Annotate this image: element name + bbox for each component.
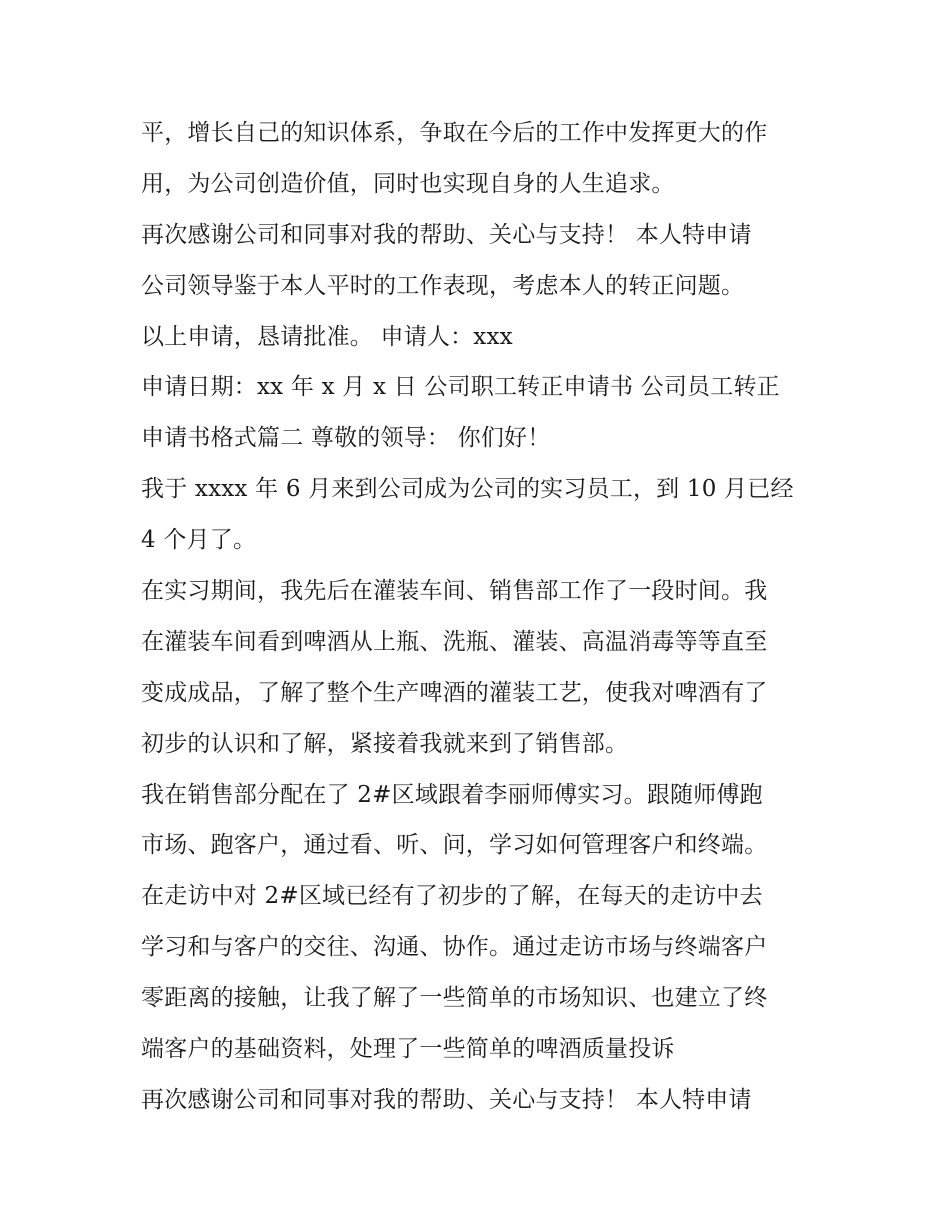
text-line: 平，增长自己的知识体系，争取在今后的工作中发挥更大的作 — [141, 120, 768, 146]
text-line: 我在销售部分配在了 2#区域跟着李丽师傅实习。跟随师傅跑 — [141, 781, 763, 808]
text-line: 初步的认识和了解，紧接着我就来到了销售部。 — [141, 730, 629, 757]
text-line: 变成成品，了解了整个生产啤酒的灌装工艺，使我对啤酒有了 — [141, 679, 768, 706]
text-line: 4 个月了。 — [141, 527, 257, 554]
text-line: 申请日期：xx 年 x 月 x 日 公司职工转正申请书 公司员工转正 — [141, 374, 780, 401]
text-line: 市场、跑客户，通过看、听、问，学习如何管理客户和终端。 — [141, 832, 768, 859]
text-line: 学习和与客户的交往、沟通、协作。通过走访市场与终端客户 — [141, 934, 768, 961]
text-line: 我于 xxxx 年 6 月来到公司成为公司的实习员工，到 10 月已经 — [141, 476, 794, 503]
text-line: 在灌装车间看到啤酒从上瓶、洗瓶、灌装、高温消毒等等直至 — [141, 628, 768, 655]
text-line: 再次感谢公司和同事对我的帮助、关心与支持！ 本人特申请 — [141, 1086, 752, 1113]
text-line: 公司领导鉴于本人平时的工作表现，考虑本人的转正问题。 — [141, 272, 745, 299]
text-line: 用，为公司创造价值，同时也实现自身的人生追求。 — [141, 170, 675, 197]
text-line: 在实习期间，我先后在灌装车间、销售部工作了一段时间。我 — [141, 578, 768, 605]
text-line: 在走访中对 2#区域已经有了初步的了解，在每天的走访中去 — [141, 883, 763, 910]
text-line: 再次感谢公司和同事对我的帮助、关心与支持！ 本人特申请 — [141, 221, 752, 248]
text-line: 申请书格式篇二 尊敬的领导： 你们好！ — [141, 425, 551, 452]
document-body — [141, 108, 831, 1126]
text-line: 零距离的接触，让我了解了一些简单的市场知识、也建立了终 — [141, 985, 768, 1012]
text-line: 端客户的基础资料，处理了一些简单的啤酒质量投诉 — [141, 1036, 675, 1063]
text-line: 以上申请，恳请批准。 申请人：xxx — [141, 323, 513, 350]
